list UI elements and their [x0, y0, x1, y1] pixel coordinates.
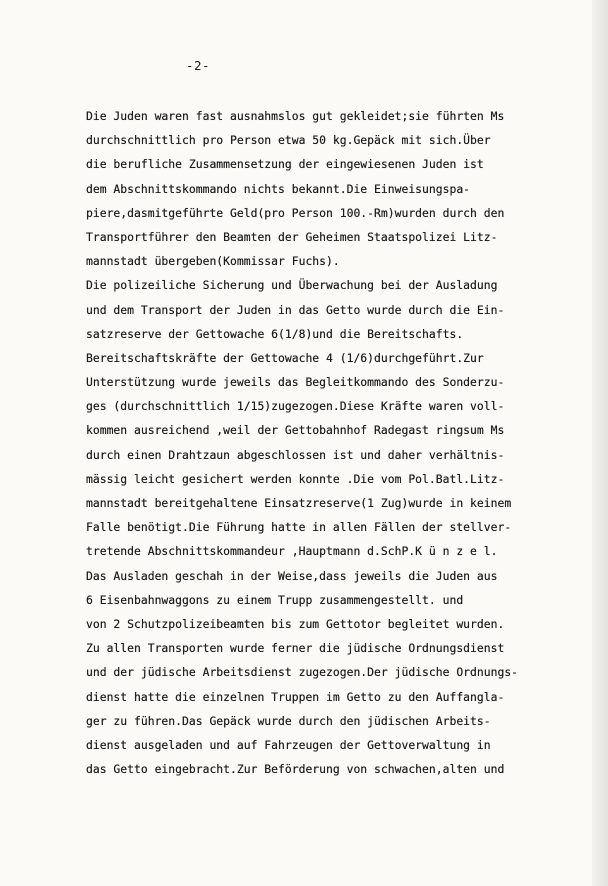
- text-line: mannstadt übergeben(Kommissar Fuchs).: [86, 254, 340, 269]
- text-line: Das Ausladen geschah in der Weise,dass jeweils die Juden aus: [86, 568, 498, 583]
- text-line: ges (durchschnittlich 1/15)zugezogen.Diese Kräfte waren voll-: [86, 399, 505, 414]
- text-line: Falle benötigt.Die Führung hatte in allen Fällen der stellver-: [86, 520, 512, 535]
- text-line: Transportführer den Beamten der Geheimen Staatspolizei Litz-: [86, 229, 498, 244]
- text-line: mannstadt bereitgehaltene Einsatzreserve(1 Zug)wurde in keinem: [86, 496, 512, 510]
- text-line: und der jüdische Arbeitsdienst zugezogen.Der jüdische Ordnungs-: [86, 665, 519, 680]
- text-line: Die Juden waren fast ausnahmslos gut gekleidet;sie führten Ms: [86, 109, 505, 123]
- page-number: -2-: [186, 58, 211, 73]
- text-line: 6 Eisenbahnwaggons zu einem Trupp zusammengestellt. und: [86, 592, 464, 607]
- body-text: [86, 104, 564, 781]
- text-line: und dem Transport der Juden in das Getto wurde durch die Ein-: [86, 302, 505, 317]
- corner-mark: [86, 14, 94, 28]
- text-line: Bereitschaftskräfte der Gettowache 4 (1/6)durchgeführt.Zur: [86, 350, 484, 365]
- text-line: die berufliche Zusammensetzung der eingewiesenen Juden ist: [86, 157, 484, 172]
- text-line: mässig leicht gesichert werden konnte .Die vom Pol.Batl.Litz-: [86, 471, 505, 486]
- text-line: kommen ausreichend ,weil der Gettobahnhof Radegast ringsum Ms: [86, 423, 505, 438]
- text-line: tretende Abschnittskommandeur ,Hauptmann d.SchP.K ü n z e l.: [86, 544, 498, 559]
- text-line: Zu allen Transporten wurde ferner die jüdische Ordnungsdienst: [86, 641, 505, 656]
- text-line: von 2 Schutzpolizeibeamten bis zum Gettotor begleitet wurden.: [86, 616, 505, 631]
- text-line: das Getto eingebracht.Zur Beförderung von schwachen,alten und: [86, 762, 505, 777]
- page-edge-shadow: [592, 0, 608, 886]
- text-line: piere,dasmitgeführte Geld(pro Person 100.-Rm)wurden durch den: [86, 205, 505, 220]
- text-line: durch einen Drahtzaun abgeschlossen ist und daher verhältnis-: [86, 447, 505, 462]
- text-line: Unterstützung wurde jeweils das Begleitkommando des Sonderzu-: [86, 375, 505, 390]
- text-line: Die polizeiliche Sicherung und Überwachung bei der Ausladung: [86, 278, 498, 293]
- text-line: dem Abschnittskommando nichts bekannt.Die Einweisungspa-: [86, 181, 471, 196]
- text-line: dienst ausgeladen und auf Fahrzeugen der Gettoverwaltung in: [86, 737, 491, 752]
- text-line: durchschnittlich pro Person etwa 50 kg.Gepäck mit sich.Über: [86, 133, 491, 148]
- text-line: satzreserve der Gettowache 6(1/8)und die Bereitschafts.: [86, 326, 464, 341]
- text-line: ger zu führen.Das Gepäck wurde durch den jüdischen Arbeits-: [86, 713, 491, 728]
- text-line: dienst hatte die einzelnen Truppen im Getto zu den Auffangla-: [86, 689, 505, 704]
